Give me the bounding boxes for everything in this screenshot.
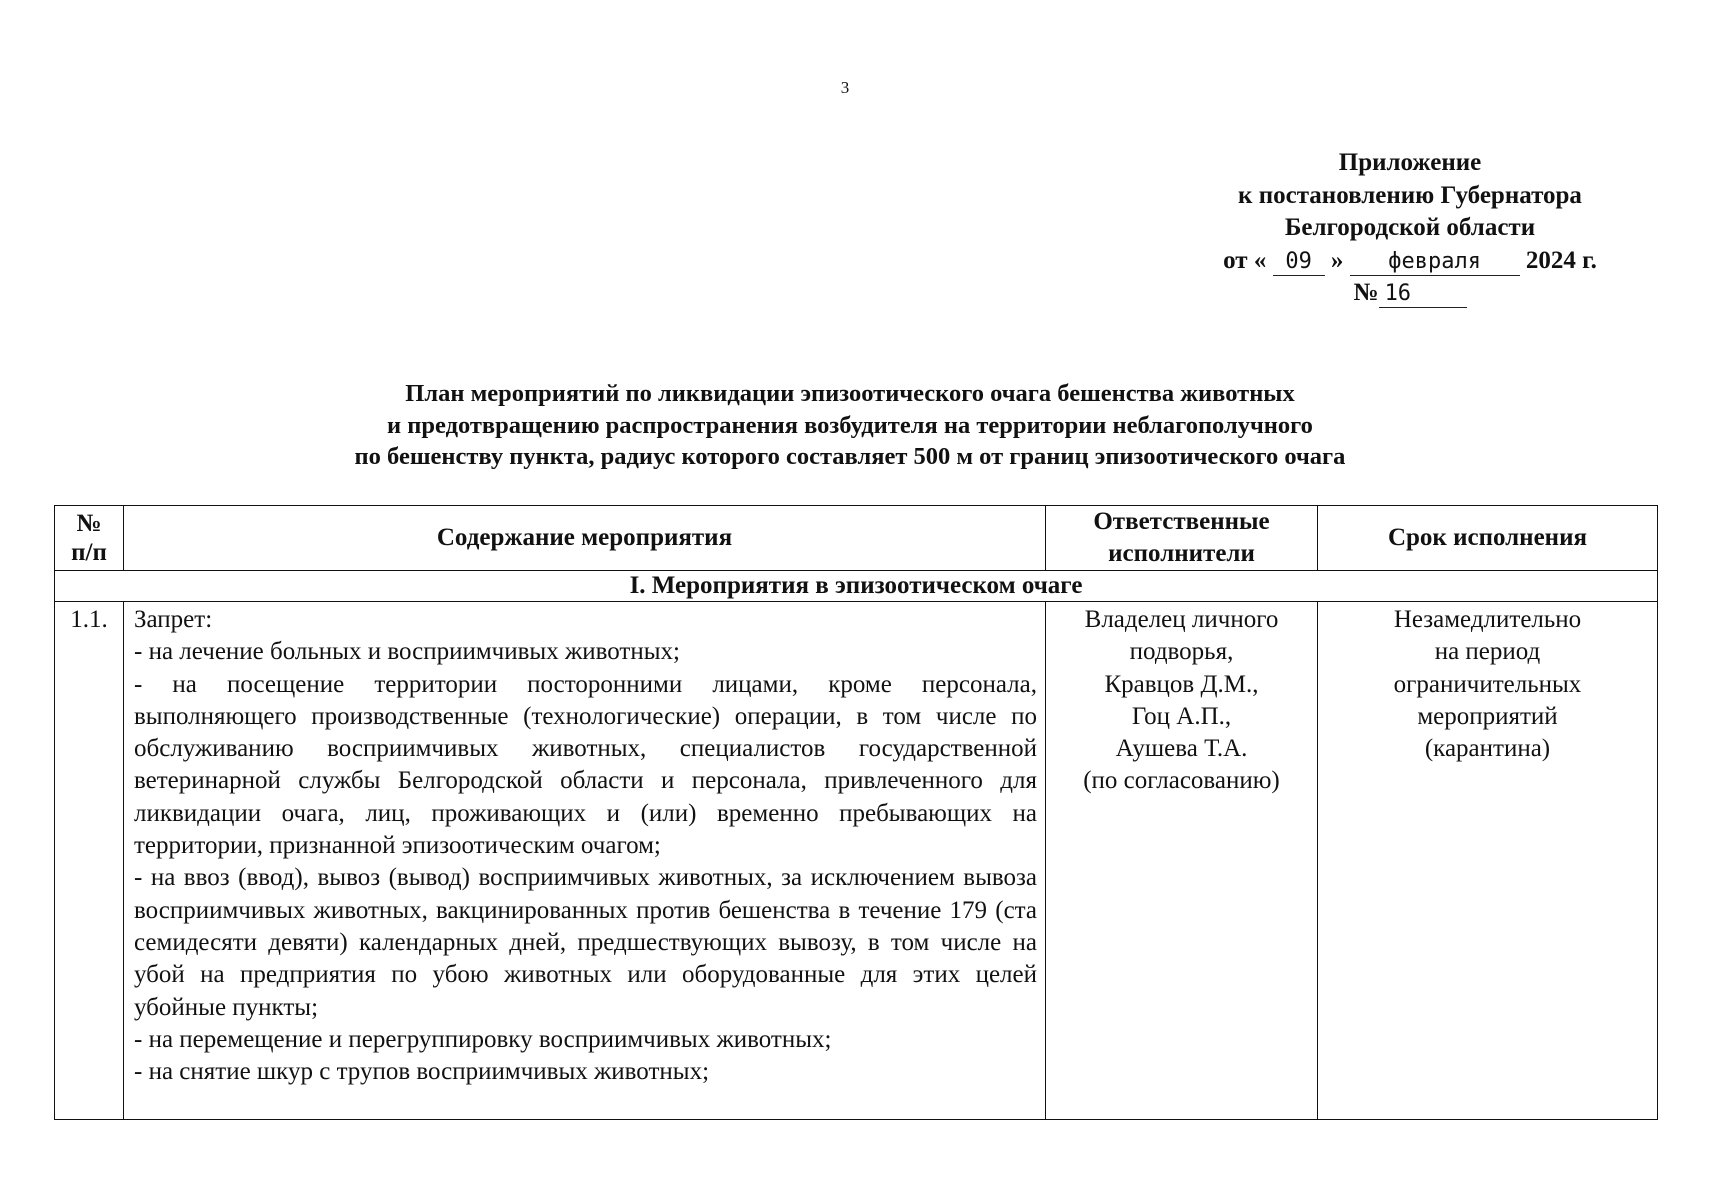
plan-title [230, 378, 1470, 473]
appendix-number-line [1180, 277, 1640, 310]
responsible-line: Гоц А.П., [1131, 702, 1232, 730]
plan-title-line-1: План мероприятий по ликвидации эпизоотического очага бешенства животных [405, 380, 1295, 407]
number-prefix: № [1353, 279, 1379, 306]
term-line: Незамедлительно [1393, 606, 1582, 633]
header-num-line-2: п/п [71, 539, 107, 566]
term-line: ограничительных [1393, 670, 1582, 698]
plan-table [54, 505, 1658, 1120]
content-line: - на перемещение и перегруппировку восприимчивых животных; [134, 1025, 832, 1053]
plan-title-line-3: по бешенству пункта, радиус которого составляет 500 м от границ эпизоотического очага [354, 443, 1346, 470]
date-prefix: от « [1223, 246, 1267, 274]
appendix-block [1180, 147, 1640, 310]
table-row [55, 602, 1658, 1120]
responsible-line: Кравцов Д.М., [1104, 670, 1259, 698]
page-number: 3 [840, 78, 850, 97]
content-line: Запрет: [134, 606, 213, 633]
term-line: мероприятий [1417, 702, 1558, 730]
row-responsible [1046, 602, 1318, 1120]
content-line: - на ввоз (ввод), вывоз (вывод) восприимчивых животных, за исключением вывоза восприимчивых животных, вакцинированных против бешенства в течение 179 (ста семидесяти девяти) календарных дней, предшествующих вывозу, в том числе на убой на предприятия по убою животных или оборудованные для этих целей убойные пункты; [134, 864, 1037, 1021]
responsible-line: (по согласованию) [1083, 767, 1280, 795]
content-line: - на лечение больных и восприимчивых животных; [134, 638, 680, 666]
row-number: 1.1. [55, 602, 124, 1120]
appendix-decree-line: к постановлению Губернатора [1238, 181, 1582, 209]
responsible-line: подворья, [1129, 638, 1234, 666]
section-title: I. Мероприятия в эпизоотическом очаге [55, 571, 1658, 602]
header-content: Содержание мероприятия [124, 506, 1046, 571]
header-term: Срок исполнения [1318, 506, 1658, 571]
header-responsible [1046, 506, 1318, 571]
header-responsible-line-2: исполнители [1108, 540, 1255, 567]
appendix-region-line: Белгородской области [1284, 214, 1536, 241]
header-num [55, 506, 124, 571]
date-year: 2024 г. [1525, 246, 1597, 274]
responsible-line: Владелец личного [1084, 606, 1279, 633]
appendix-date-line [1180, 245, 1640, 278]
table-header-row [55, 506, 1658, 571]
row-content [124, 602, 1046, 1120]
date-mid: » [1330, 246, 1344, 274]
plan-title-line-2: и предотвращению распространения возбудителя на территории неблагополучного [387, 411, 1313, 439]
number-value: 16 [1379, 281, 1467, 308]
header-num-line-1: № [76, 510, 102, 537]
content-line: - на посещение территории посторонними лицами, кроме персонала, выполняющего производственные (технологические) операции, в том числе по обслуживанию восприимчивых животных, специалистов государственной ветеринарной службы Белгородской области и персонала, привлеченного для ликвидации очага, лиц, проживающих и (или) временно пребывающих на территории, признанной эпизоотическим очагом; [134, 670, 1037, 860]
date-month: февраля [1350, 249, 1520, 276]
content-line: - на снятие шкур с трупов восприимчивых животных; [134, 1058, 710, 1086]
term-line: (карантина) [1424, 735, 1551, 763]
date-day: 09 [1273, 249, 1325, 276]
appendix-heading: Приложение [1338, 149, 1482, 176]
row-term [1318, 602, 1658, 1120]
responsible-line: Аушева Т.А. [1115, 735, 1248, 763]
header-responsible-line-1: Ответственные [1093, 508, 1270, 535]
section-row [55, 571, 1658, 602]
term-line: на период [1434, 638, 1541, 666]
